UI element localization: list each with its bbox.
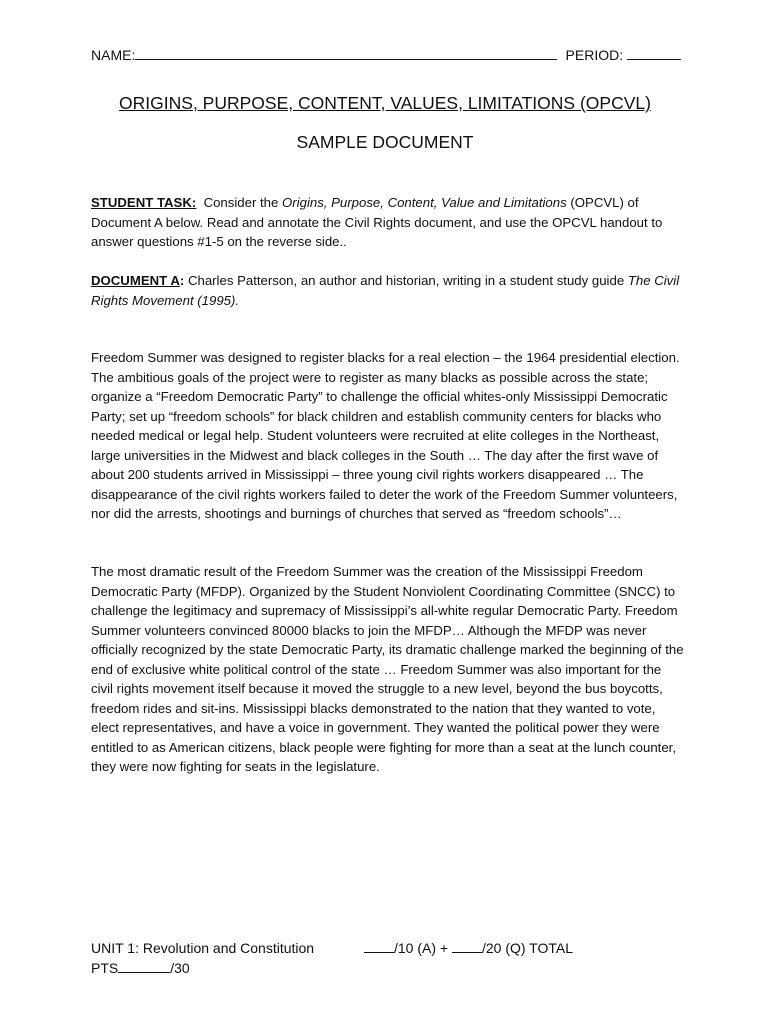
document-paragraph-1: Freedom Summer was designed to register blacks for a real election – the 1964 presidential election. The ambitious goals of the project were to register as many blacks as possible across the state; organize a “Freedom Democratic Party” to challenge the official whites-only Mississippi Democratic Party; set up “freedom schools” for black children and establish community centers for blacks who needed medical or legal help. Student volunteers were recruited at elite colleges in the Northeast, large universities in the Midwest and black colleges in the South … The day after the first wave of about 200 students arrived in Mississippi – three young civil rights workers disappeared … The disappearance of the civil rights workers failed to deter the work of the Freedom Summer volunteers, nor did the arrests, shootings and burnings of churches that served as “freedom schools”…: [91, 350, 680, 521]
document-source: [91, 271, 685, 310]
score-line: [364, 938, 573, 958]
student-task-text-italic: Origins, Purpose, Content, Value and Limitations: [282, 195, 567, 210]
document-source-title: The Civil Rights Movement (1995).: [91, 273, 680, 308]
student-task: [91, 193, 685, 252]
points-line: [91, 958, 314, 978]
points-total: /30: [170, 960, 190, 976]
period-label: PERIOD:: [565, 47, 624, 63]
period-field[interactable]: [566, 46, 681, 63]
page-subtitle: SAMPLE DOCUMENT: [296, 132, 474, 152]
document-label-colon: :: [179, 273, 185, 288]
student-task-label: STUDENT TASK:: [91, 195, 197, 210]
document-source-text: Charles Patterson, an author and historian, writing in a student study guide: [187, 273, 625, 288]
footer-left: [91, 938, 314, 978]
name-label: NAME:: [91, 47, 136, 63]
period-blank[interactable]: [627, 46, 681, 60]
student-task-text-b: (OPCVL) of Document A below. Read and annotate the Civil Rights document, and use the OPCVL handout to answer questions #1-5 on the reverse side..: [91, 195, 663, 249]
points-blank[interactable]: [118, 960, 170, 973]
name-blank[interactable]: [135, 46, 557, 60]
header-line: [91, 46, 681, 63]
points-label: PTS: [91, 960, 119, 976]
score-a-label: /10 (A) +: [394, 940, 449, 956]
score-q-blank[interactable]: [452, 940, 482, 953]
name-field[interactable]: [91, 46, 557, 63]
score-q-label: /20 (Q) TOTAL: [481, 940, 574, 956]
document-paragraph-2: The most dramatic result of the Freedom Summer was the creation of the Mississippi Freedom Democratic Party (MFDP). Organized by the Student Nonviolent Coordinating Committee (SNCC) to challenge the legitimacy and supremacy of Mississippi’s all-white regular Democratic Party. Freedom Summer volunteers convinced 80000 blacks to join the MFDP… Although the MFDP was never officially recognized by the state Democratic Party, its dramatic challenge marked the beginning of the end of exclusive white political control of the state … Freedom Summer was also important for the civil rights movement itself because it moved the struggle to a new level, beyond the bus boycotts, freedom rides and sit-ins. Mississippi blacks demonstrated to the nation that they wanted to vote, elect representatives, and have a voice in government. They wanted the political power they were entitled to as American citizens, black people were fighting for more than a seat at the lunch counter, they were now fighting for seats in the legislature.: [91, 564, 684, 774]
document-label: DOCUMENT A: [91, 273, 180, 288]
score-a-blank[interactable]: [364, 940, 394, 953]
page-title: ORIGINS, PURPOSE, CONTENT, VALUES, LIMITATIONS (OPCVL): [119, 93, 651, 113]
unit-label: UNIT 1: Revolution and Constitution: [91, 940, 315, 956]
student-task-text-a: Consider the: [203, 195, 279, 210]
